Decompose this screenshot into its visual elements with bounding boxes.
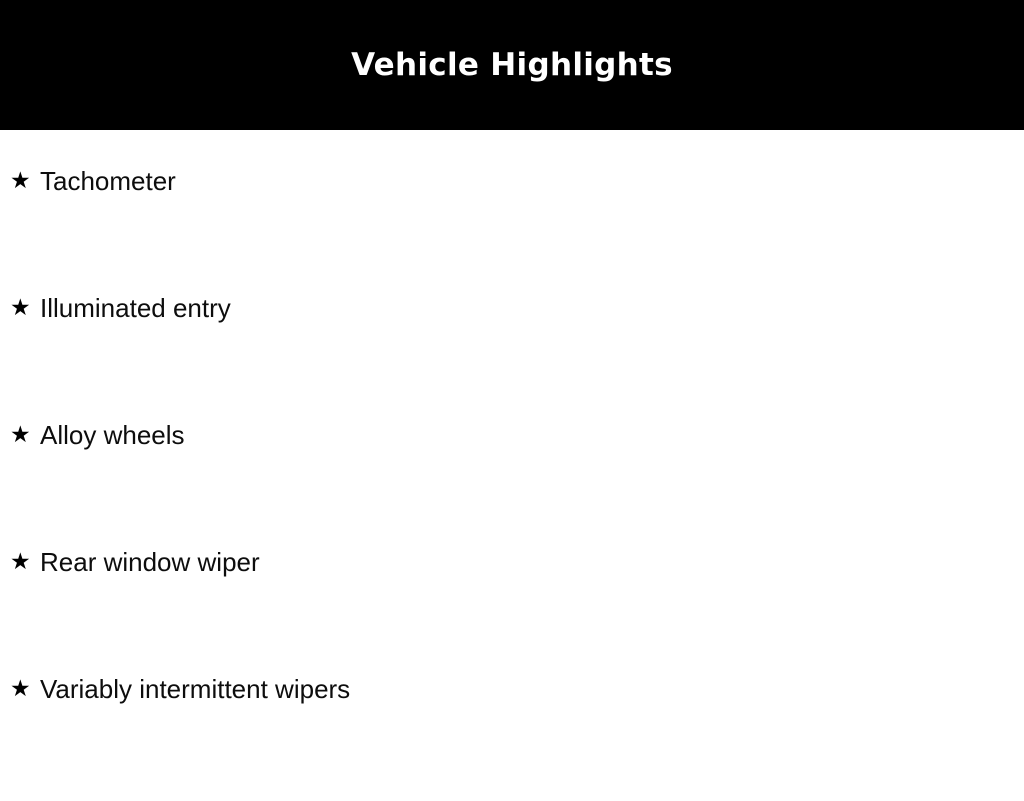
star-icon: ★ — [10, 422, 31, 448]
list-item — [0, 420, 1024, 547]
list-item — [0, 293, 1024, 420]
star-icon: ★ — [10, 676, 31, 702]
star-icon: ★ — [10, 168, 31, 194]
star-icon: ★ — [10, 295, 31, 321]
list-item-label: Illuminated entry — [40, 293, 231, 323]
vehicle-highlights-list — [0, 130, 1024, 801]
list-item-label: Rear window wiper — [40, 547, 260, 577]
page-title: Vehicle Highlights — [351, 47, 673, 83]
list-item-label: Tachometer — [40, 166, 176, 196]
list-item — [0, 166, 1024, 293]
list-item-label: Variably intermittent wipers — [40, 674, 351, 704]
star-icon: ★ — [10, 549, 31, 575]
list-item — [0, 547, 1024, 674]
list-item-label: Alloy wheels — [40, 420, 185, 450]
slide-title-bar — [0, 0, 1024, 130]
list-item — [0, 674, 1024, 801]
